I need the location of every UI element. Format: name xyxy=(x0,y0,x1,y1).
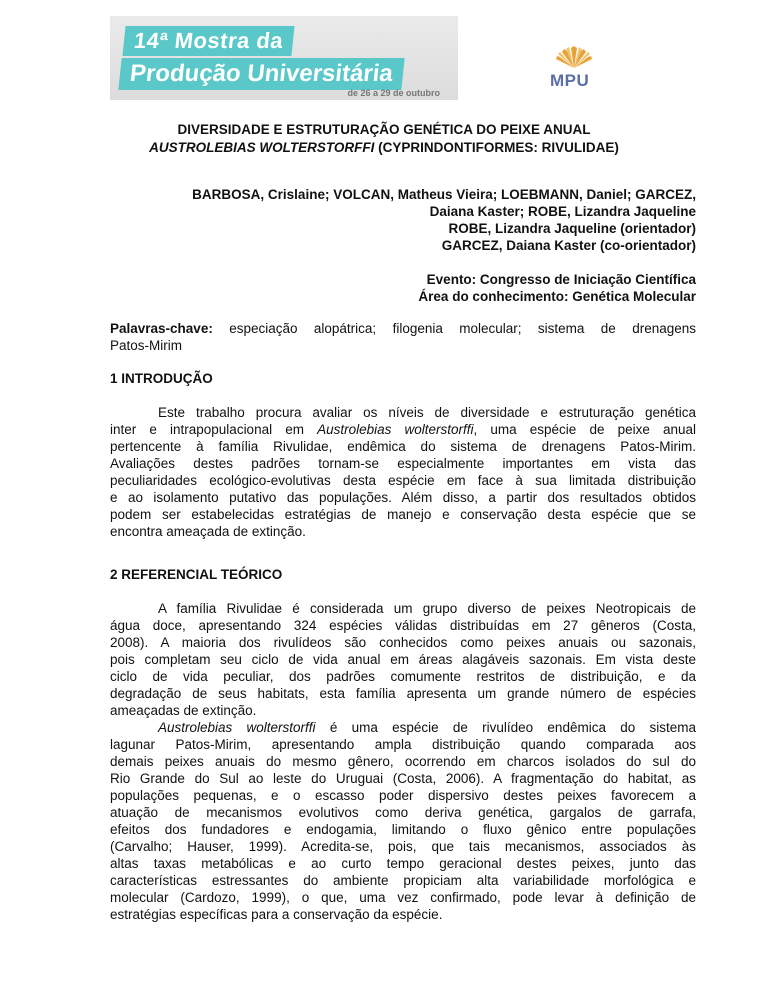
text-line: efeitos dos fundadores e endogamia, limitando o fluxo gênico entre populações xyxy=(110,822,696,837)
section-heading-introduction: 1 INTRODUÇÃO xyxy=(110,371,213,386)
species-name: Austrolebias wolterstorffi xyxy=(158,720,316,735)
text-line: altas taxas metabólicas e ao curto tempo geracional destes peixes, junto das xyxy=(110,856,696,871)
text-line: atuação de mecanismos evolutivos como deriva genética, gargalos de garrafa, xyxy=(110,805,696,820)
text-line: pertencente à família Rivulidae, endêmica do sistema de drenagens Patos-Mirim. xyxy=(110,439,696,454)
keywords xyxy=(110,320,696,354)
section-heading-referencial: 2 REFERENCIAL TEÓRICO xyxy=(110,567,283,582)
paper-title-line-2 xyxy=(0,139,768,156)
species-name: Austrolebias wolterstorffi xyxy=(317,422,474,437)
paper-title-line-1: DIVERSIDADE E ESTRUTURAÇÃO GENÉTICA DO PEIXE ANUAL xyxy=(177,122,591,137)
text-span: inter e intrapopulacional em xyxy=(110,422,318,437)
text-line: molecular (Cardozo, 1999), o que, uma vez confirmado, pode levar à definição de xyxy=(110,890,696,905)
text-line xyxy=(110,421,696,438)
advisor: ROBE, Lizandra Jaqueline (orientador) xyxy=(448,221,696,236)
text-line: água doce, apresentando 324 espécies válidas distribuídas em 27 gêneros (Costa, xyxy=(110,618,696,633)
text-span: , uma espécie de peixe anual xyxy=(473,422,696,437)
text-line: encontra ameaçada de extinção. xyxy=(110,524,306,539)
banner-line-2: Produção Universitária xyxy=(118,58,404,90)
introduction-paragraph xyxy=(110,404,696,540)
text-line: 2008). A maioria dos rivulídeos são conhecidos como peixes anuais ou sazonais, xyxy=(110,635,696,650)
text-line: ciclo de vida peculiar, dos padrões comumente restritos de distribuição, e da xyxy=(110,669,696,684)
mpu-logo xyxy=(548,44,600,96)
authors-line-2: Daiana Kaster; ROBE, Lizandra Jaqueline xyxy=(429,204,696,219)
keywords-text-2: Patos-Mirim xyxy=(110,338,183,353)
text-line: (Carvalho; Hauser, 1999). Acredita-se, pois, que tais mecanismos, associados às xyxy=(110,839,696,854)
sunburst-icon xyxy=(554,44,594,70)
authors-line-1: BARBOSA, Crislaine; VOLCAN, Matheus Vieira; LOEBMANN, Daniel; GARCEZ, xyxy=(192,187,696,202)
text-line: ameaçadas de extinção. xyxy=(110,703,257,718)
text-line: demais peixes anuais do mesmo gênero, ocorrendo em charcos isolados do sul do xyxy=(110,754,696,769)
text-line: A família Rivulidae é considerada um grupo diverso de peixes Neotropicais de xyxy=(158,601,696,616)
text-line: Avaliações destes padrões tornam-se especialmente importantes em vista das xyxy=(110,456,696,471)
banner-dates: de 26 a 29 de outubro xyxy=(347,88,440,98)
text-line: Este trabalho procura avaliar os níveis de diversidade e estruturação genética xyxy=(158,405,696,420)
text-line: podem ser estabelecidas estratégias de manejo e conservação desta espécie que se xyxy=(110,507,696,522)
keywords-text: especiação alopátrica; filogenia molecular; sistema de drenagens xyxy=(212,321,696,336)
referencial-paragraph-2 xyxy=(110,719,696,923)
event-line: Evento: Congresso de Iniciação Científica xyxy=(426,272,696,287)
keywords-label: Palavras-chave: xyxy=(110,321,213,336)
text-line: peculiaridades ecológico-evolutivas desta espécie em face à sua limitada distribuição xyxy=(110,473,696,488)
referencial-paragraph-1 xyxy=(110,600,696,719)
text-line: estratégias específicas para a conservação da espécie. xyxy=(110,907,443,922)
logo-text: MPU xyxy=(550,71,590,90)
text-line: Rio Grande do Sul ao leste do Uruguai (Costa, 2006). A fragmentação do habitat, as xyxy=(110,771,696,786)
event-banner xyxy=(110,16,458,100)
text-span: é uma espécie de rivulídeo endêmica do sistema xyxy=(315,720,696,735)
text-line: e ao isolamento putativo das populações. Além disso, a partir dos resultados obtidos xyxy=(110,490,696,505)
title-taxonomy: (CYPRINDONTIFORMES: RIVULIDAE) xyxy=(374,140,619,155)
banner-line-1: 14ª Mostra da xyxy=(122,26,294,56)
text-line: lagunar Patos-Mirim, apresentando ampla distribuição quando comparada aos xyxy=(110,737,696,752)
text-line: pois completam seu ciclo de vida anual em áreas alagáveis sazonais. Em vista deste xyxy=(110,652,696,667)
co-advisor: GARCEZ, Daiana Kaster (co-orientador) xyxy=(441,238,696,253)
text-line: características estressantes do ambiente propiciam alta variabilidade morfológica e xyxy=(110,873,696,888)
area-line: Área do conhecimento: Genética Molecular xyxy=(418,289,696,304)
text-line: degradação de seus habitats, esta família apresenta um grande número de espécies xyxy=(110,686,696,701)
species-name: AUSTROLEBIAS WOLTERSTORFFI xyxy=(149,140,375,155)
text-line: populações pequenas, e o escasso poder dispersivo destes peixes favorecem a xyxy=(110,788,696,803)
text-line xyxy=(110,719,696,736)
